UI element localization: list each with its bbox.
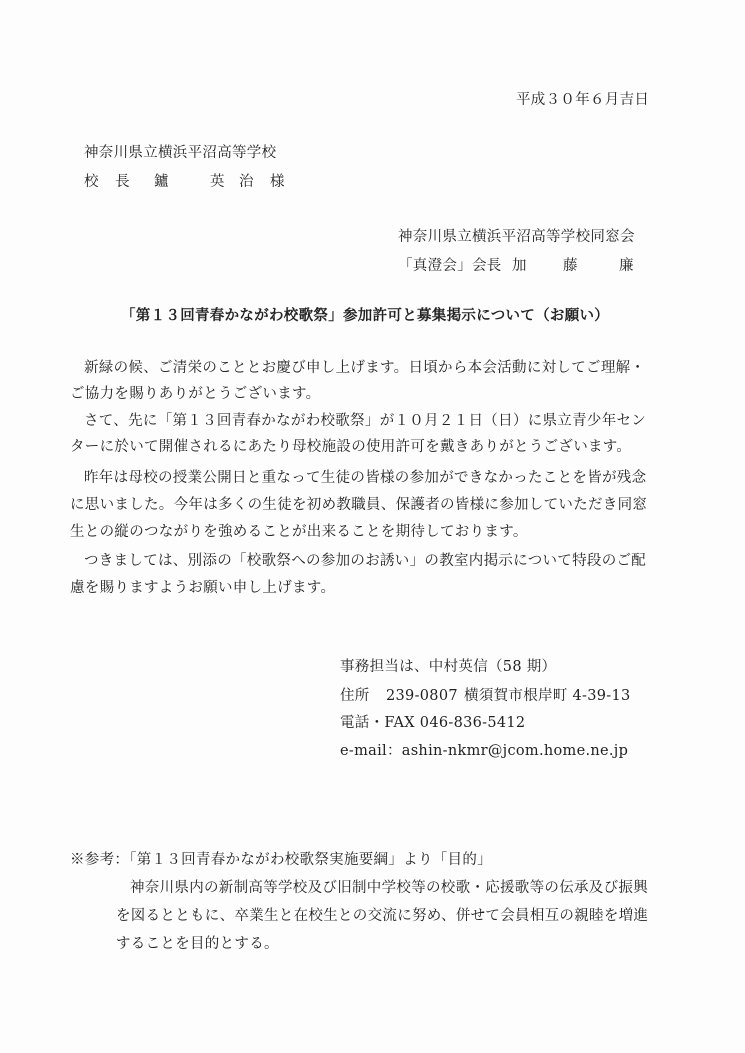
reference-heading: ※参考：「第１３回青春かながわ校歌祭実施要綱」より「目的」: [70, 852, 492, 868]
sender-name-2: 藤: [563, 258, 578, 274]
recipient-title: 校 長: [84, 174, 136, 190]
body-line: ご協力を賜りありがとうございます。: [70, 386, 321, 402]
sender-name-3: 廉: [619, 258, 634, 274]
recipient-line: [84, 172, 285, 192]
recipient-school: 神奈川県立横浜平沼高等学校: [84, 145, 277, 161]
letter-date: 平成３０年６月吉日: [516, 92, 650, 108]
body-line: に思いました。今年は多くの生徒を初め教職員、保護者の皆様に参加していただき同窓: [70, 497, 648, 513]
body-line: 慮を賜りますようお願い申し上げます。: [70, 580, 336, 596]
body-line: ターに於いて開催されるにあたり母校施設の使用許可を戴きありがとうございます。: [70, 439, 632, 455]
reference-line: を図るとともに、卒業生と在校生との交流に努め、併せて会員相互の親睦を増進: [116, 908, 649, 924]
recipient-name-1: 鑪: [154, 174, 169, 190]
reference-line: することを目的とする。: [116, 936, 279, 952]
body-line: 生との縦のつながりを強めることが出来ることを期待しております。: [70, 524, 528, 540]
contact-address: [340, 686, 631, 706]
recipient-name-2: 英: [210, 174, 225, 190]
body-line: さて、先に「第１３回青春かながわ校歌祭」が１０月２１日（日）に県立青少年セン: [84, 413, 647, 429]
address-zip: 239-0807: [386, 688, 458, 704]
contact-person: 事務担当は、中村英信（58 期）: [340, 659, 557, 675]
address-label: 住所: [340, 688, 370, 704]
contact-phone: 電話・FAX 046-836-5412: [340, 715, 526, 731]
reference-line: 神奈川県内の新制高等学校及び旧制中学校等の校歌・応援歌等の伝承及び振興: [130, 880, 648, 896]
sender-org: 神奈川県立横浜平沼高等学校同窓会: [398, 229, 635, 245]
body-line: 新緑の候、ご清栄のこととお慶び申し上げます。日頃から本会活動に対してご理解・: [84, 360, 646, 376]
address-text: 横須賀市根岸町 4-39-13: [464, 688, 631, 704]
sender-line: [398, 256, 634, 276]
recipient-name-3: 治: [239, 174, 254, 190]
sender-name-1: 加: [512, 258, 527, 274]
contact-email: e-mail：ashin-nkmr@jcom.home.ne.jp: [340, 743, 629, 759]
sender-role: 「真澄会」会長: [398, 258, 502, 274]
recipient-honorific: 様: [270, 174, 285, 190]
body-line: つきましては、別添の「校歌祭への参加のお誘い」の教室内掲示について特段のご配: [84, 553, 647, 569]
letter-subject: 「第１３回青春かながわ校歌祭」参加許可と募集掲示について（お願い）: [121, 307, 610, 324]
body-line: 昨年は母校の授業公開日と重なって生徒の皆様の参加ができなかったことを皆が残念: [84, 470, 647, 486]
